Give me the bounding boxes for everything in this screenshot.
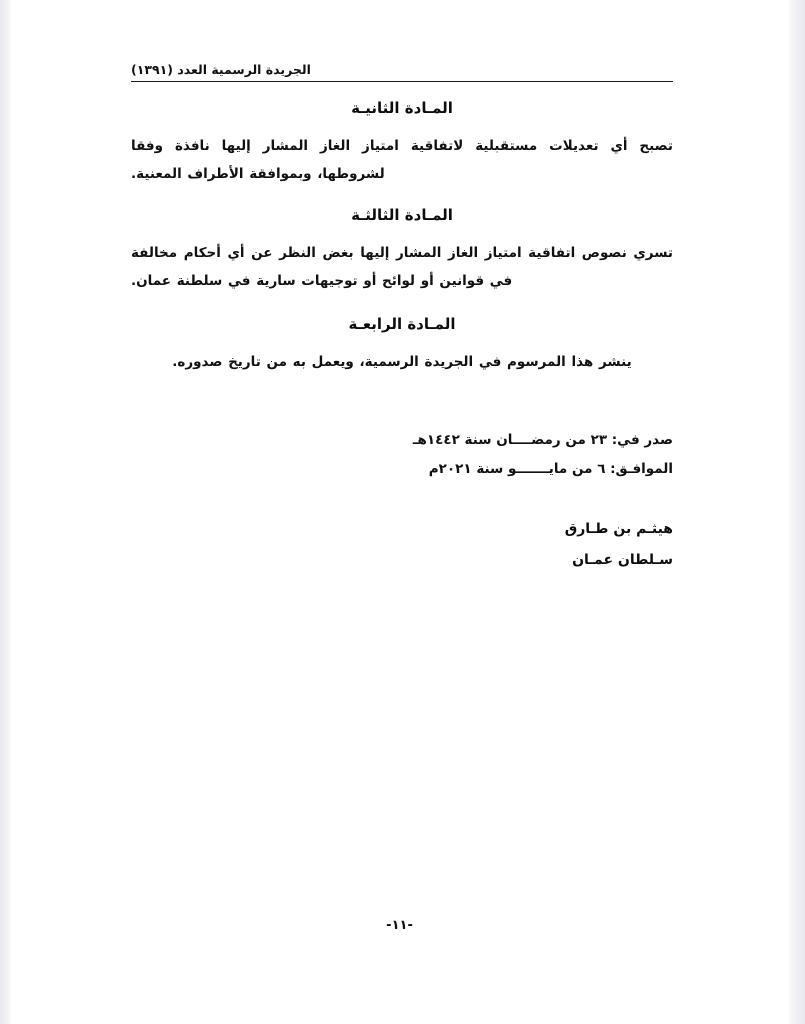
header-rule-divider	[131, 81, 673, 82]
page-number: -١١-	[386, 918, 413, 933]
page-right-edge-shadow	[787, 0, 805, 1024]
running-head-text: الجريدة الرسمية العدد (١٣٩١)	[131, 62, 311, 77]
signatory-title: سـلطان عمـان	[572, 552, 673, 569]
article-heading-four: المـادة الرابعـة	[348, 314, 456, 333]
article-heading-two: المـادة الثانيـة	[351, 99, 453, 117]
issue-date-block	[131, 426, 673, 484]
hijri-date-line: صدر في: ٢٣ من رمضــــان سنة ١٤٤٢هـ	[412, 432, 673, 449]
page-left-edge-shadow	[0, 0, 12, 1024]
article-heading-three: المـادة الثالثـة	[351, 206, 453, 225]
signatory-name: هيثـم بن طـارق	[564, 521, 673, 538]
signature-block	[131, 514, 673, 576]
running-head	[131, 62, 673, 77]
page-sheet	[12, 0, 787, 1024]
gregorian-date-line: الموافـق: ٦ من مايـــــــو سنة ٢٠٢١م	[428, 461, 673, 478]
article-body-four: ينشر هذا المرسوم في الجريدة الرسمية، ويعمل به من تاريخ صدوره.	[172, 353, 632, 370]
article-body-two: تصبح أي تعديلات مستقبلية لاتفاقية امتياز الغاز المشار إليها نافذة وفقا لشروطها، وبموافقة الأطراف المعنية.	[131, 138, 673, 182]
article-body-three: تسري نصوص اتفاقية امتياز الغاز المشار إليها بغض النظر عن أي أحكام مخالفة في قوانين أو لوائح أو توجيهات سارية في سلطنة عمان.	[131, 245, 673, 290]
page-content-column	[131, 0, 673, 576]
